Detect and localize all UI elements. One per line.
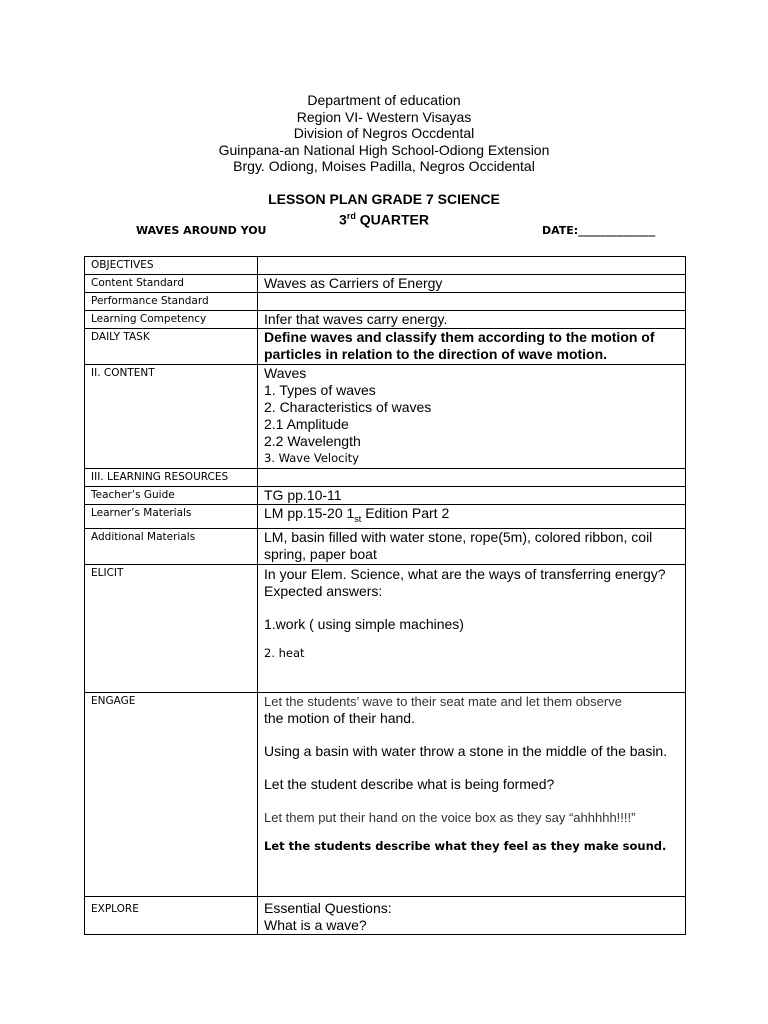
header-school: Guinpana-an National High School-Odiong Extension [218, 141, 550, 158]
explore-line: What is a wave? [264, 916, 367, 933]
spacer [264, 727, 685, 743]
value-content-standard: Waves as Carriers of Energy [258, 275, 686, 293]
value-content [258, 365, 686, 469]
engage-line: the motion of their hand. [264, 709, 415, 726]
label-learners-materials: Learner’s Materials [85, 505, 258, 529]
date-field: DATE:______________ [542, 224, 656, 237]
content-line: 2. Characteristics of waves [264, 399, 432, 415]
elicit-question: In your Elem. Science, what are the ways of transferring energy? [264, 565, 666, 582]
explore-line: Essential Questions: [264, 899, 392, 916]
row-learning-competency [85, 311, 686, 329]
row-daily-task [85, 329, 686, 365]
lesson-plan-table [84, 256, 686, 935]
header-address: Brgy. Odiong, Moises Padilla, Negros Occidental [233, 158, 535, 174]
content-line: 2.2 Wavelength [264, 433, 361, 449]
value-engage [258, 692, 686, 896]
elicit-answer: 2. heat [264, 645, 305, 660]
header-region: Region VI- Western Visayas [296, 108, 472, 125]
engage-line: Let them put their hand on the voice box as they say “ahhhhh!!!!” [264, 809, 636, 825]
engage-line: Using a basin with water throw a stone in the middle of the basin. [264, 742, 668, 759]
quarter-number: 3 [339, 211, 347, 228]
content-line: 1. Types of waves [264, 382, 376, 398]
quarter-word: QUARTER [355, 211, 429, 228]
topic-title: WAVES AROUND YOU [136, 224, 267, 237]
content-line: 3. Wave Velocity [264, 451, 359, 465]
value-learners-materials [258, 505, 686, 529]
row-elicit [85, 564, 686, 692]
label-engage: ENGAGE [85, 692, 258, 896]
header-division: Division of Negros Occdental [293, 125, 475, 141]
label-teachers-guide: Teacher’s Guide [85, 487, 258, 505]
label-performance-standard: Performance Standard [85, 293, 258, 311]
learners-materials-text: LM pp.15-20 1 [264, 505, 355, 521]
spacer [264, 826, 685, 838]
value-learning-resources [258, 469, 686, 487]
row-engage [85, 692, 686, 896]
elicit-answer: 1.work ( using simple machines) [264, 615, 464, 632]
label-learning-resources: III. LEARNING RESOURCES [85, 469, 258, 487]
learners-materials-edition: Edition Part 2 [361, 505, 450, 521]
value-performance-standard [258, 293, 686, 311]
value-daily-task: Define waves and classify them according to the motion of particles in relation to the direction of wave motion. [258, 329, 686, 365]
value-teachers-guide: TG pp.10-11 [258, 487, 686, 505]
row-teachers-guide [85, 487, 686, 505]
row-content-standard [85, 275, 686, 293]
row-learning-resources [85, 469, 686, 487]
elicit-expected: Expected answers: [264, 582, 383, 599]
label-elicit: ELICIT [85, 564, 258, 692]
engage-line: Let the student describe what is being formed? [264, 775, 555, 792]
label-explore: EXPLORE [85, 896, 258, 934]
label-content-standard: Content Standard [85, 275, 258, 293]
label-objectives: OBJECTIVES [85, 257, 258, 275]
row-performance-standard [85, 293, 686, 311]
spacer [264, 633, 685, 645]
row-explore [85, 896, 686, 934]
document-header [0, 92, 768, 175]
row-learners-materials [85, 505, 686, 529]
content-line: Waves [264, 365, 307, 381]
engage-line: Let the students’ wave to their seat mate and let them observe [264, 693, 622, 709]
spacer [264, 600, 685, 616]
lesson-plan-title [0, 191, 768, 229]
engage-line: Let the students describe what they feel as they make sound. [264, 838, 667, 853]
row-additional-materials [85, 528, 686, 564]
header-department: Department of education [307, 92, 461, 108]
content-line: 2.1 Amplitude [264, 416, 349, 432]
label-additional-materials: Additional Materials [85, 528, 258, 564]
value-objectives [258, 257, 686, 275]
row-content [85, 365, 686, 469]
title-line: LESSON PLAN GRADE 7 SCIENCE [268, 191, 500, 207]
label-daily-task: DAILY TASK [85, 329, 258, 365]
row-objectives [85, 257, 686, 275]
value-elicit [258, 564, 686, 692]
label-content: II. CONTENT [85, 365, 258, 469]
learners-materials-suffix: st [354, 513, 362, 524]
label-learning-competency: Learning Competency [85, 311, 258, 329]
value-explore [258, 896, 686, 934]
value-additional-materials: LM, basin filled with water stone, rope(5m), colored ribbon, coil spring, paper boat [258, 528, 686, 564]
quarter-suffix: rd [346, 211, 356, 221]
spacer [264, 793, 685, 809]
value-learning-competency: Infer that waves carry energy. [258, 311, 686, 329]
spacer [264, 760, 685, 776]
